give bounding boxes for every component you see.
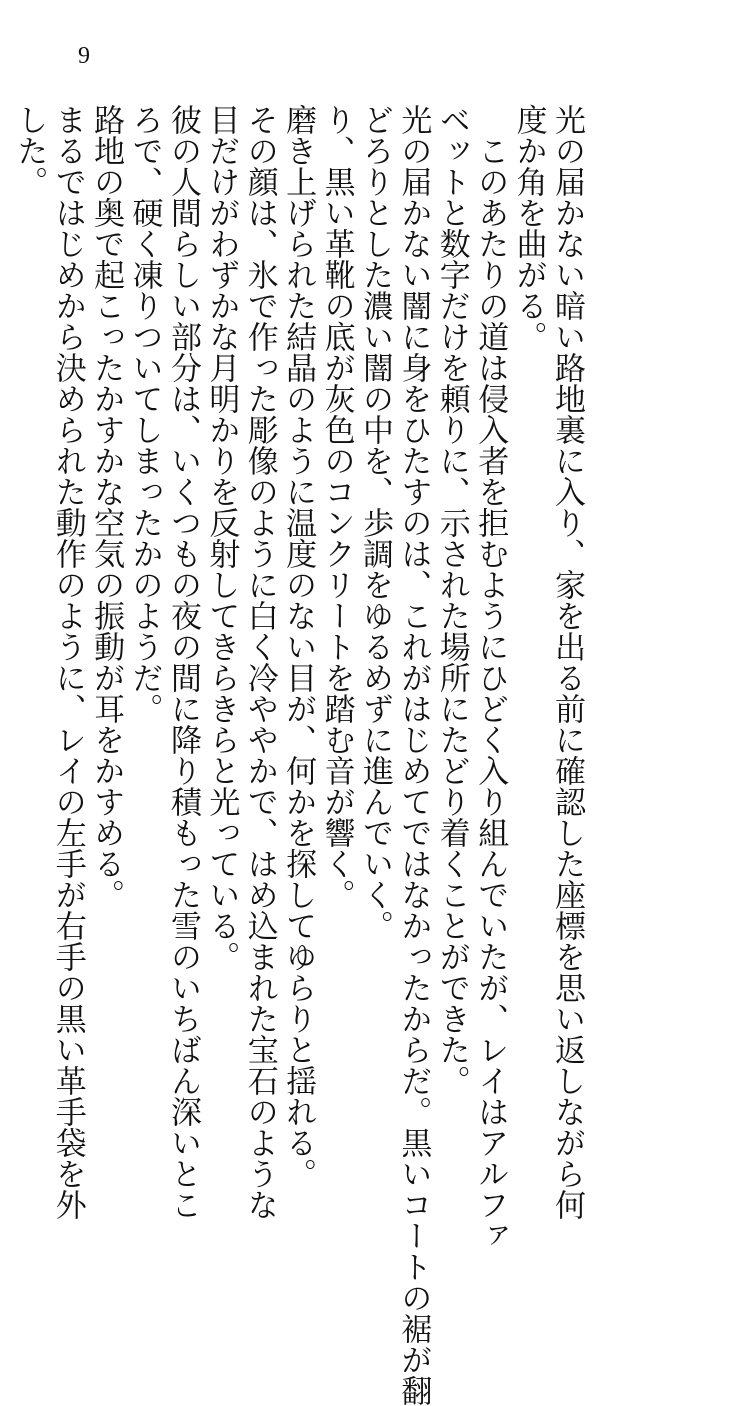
text-line: このあたりの道は侵入者を拒むようにひどく入り組んでいたが、レイはアルファ: [472, 104, 509, 1251]
text-line: ベットと数字だけを頼りに、示された場所にたどり着くことができた。: [433, 104, 470, 1096]
text-line: どろりとした濃い闇の中を、歩調をゆるめずに進んでいく。: [356, 104, 393, 941]
text-line: ろで、硬く凍りついてしまったかのようだ。: [126, 104, 163, 724]
body-text: [10, 104, 586, 1406]
text-line: 磨き上げられた結晶のように温度のない目が、何かを探してゆらりと揺れる。: [280, 104, 317, 1189]
text-line: 彼の人間らしい部分は、いくつもの夜の間に降り積もった雪のいちばん深いとこ: [164, 104, 201, 1220]
text-line: 光の届かない暗い路地裏に入り、家を出る前に確認した座標を思い返しながら何: [549, 104, 585, 1220]
text-line: り、黒い革靴の底が灰色のコンクリートを踏む音が響く。: [318, 104, 355, 910]
text-line: 路地の奥で起こったかすかな空気の振動が耳をかすめる。: [88, 104, 125, 910]
text-line: 目だけがわずかな月明かりを反射してきらきらと光っている。: [203, 104, 240, 972]
page-number: 9: [78, 43, 90, 69]
text-line: その顔は、氷で作った彫像のように白く冷ややかで、はめ込まれた宝石のような: [241, 104, 278, 1220]
text-line: まるではじめから決められた動作のように、レイの左手が右手の黒い革手袋を外: [49, 104, 86, 1220]
text-line: した。: [11, 104, 48, 197]
text-line: 度か角を曲がる。: [510, 104, 547, 352]
text-line: 光の届かない闇に身をひたすのは、これがはじめてではなかったからだ。黒いコートの裾が翻: [395, 104, 432, 1406]
